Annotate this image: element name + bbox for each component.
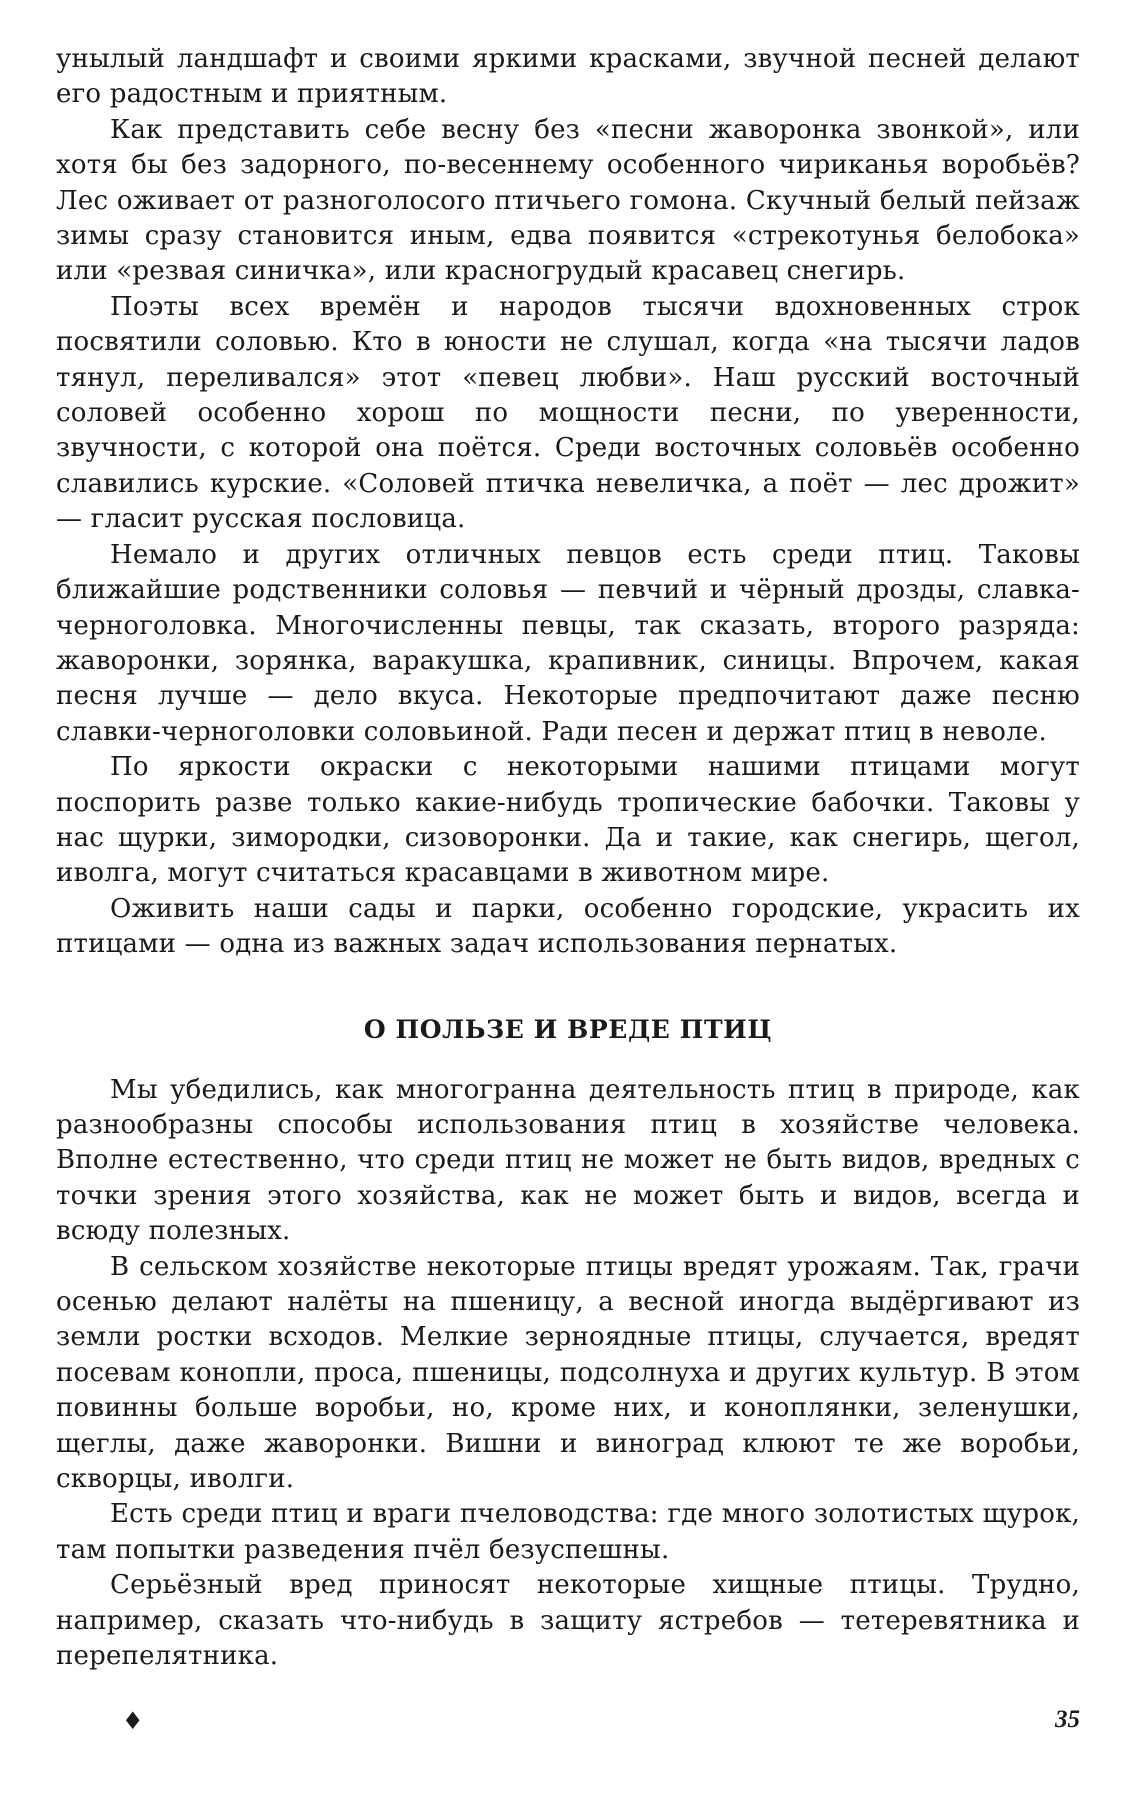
text-block-before-heading: [56, 42, 1080, 963]
paragraph: Мы убедились, как многогранна деятельность птиц в природе, как разнообразны способы использования птиц в хозяйстве человека. Вполне естественно, что среди птиц не может не быть видов, вредных с точки зрения этого хозяйства, как не может быть и видов, всегда и всюду полезных.: [56, 1074, 1080, 1247]
paragraph: Немало и других отличных певцов есть среди птиц. Таковы ближайшие родственники соловья — певчий и чёрный дрозды, славка-черноголовка. Многочисленны певцы, так сказать, второго разряда: жаворонки, зорянка, варакушка, крапивник, синицы. Впрочем, какая песня лучше — дело вкуса. Некоторые предпочитают даже песню славки-черноголовки соловьиной. Ради песен и держат птиц в неволе.: [56, 539, 1080, 747]
paragraph: В сельском хозяйстве некоторые птицы вредят урожаям. Так, грачи осенью делают налёты на пшеницу, а весной иногда выдёргивают из земли ростки всходов. Мелкие зерноядные птицы, случается, вредят посевам конопли, проса, пшеницы, подсолнуха и других культур. В этом повинны больше воробьи, но, кроме них, и коноплянки, зеленушки, щеглы, даже жаворонки. Вишни и виноград клюют те же воробьи, скворцы, иволги.: [56, 1251, 1080, 1495]
paragraph: унылый ландшафт и своими яркими красками, звучной песней делают его радостным и приятным.: [56, 44, 1080, 110]
printer-mark: ♦: [122, 1706, 144, 1735]
text-block-after-heading: [56, 1073, 1080, 1675]
paragraph: По яркости окраски с некоторыми нашими птицами могут поспорить разве только какие-нибудь тропические бабочки. Таковы у нас щурки, зимородки, сизоворонки. Да и такие, как снегирь, щегол, иволга, могут считаться красавцами в животном мире.: [56, 752, 1080, 889]
page-footer: [56, 1706, 1080, 1742]
paragraph: Поэты всех времён и народов тысячи вдохновенных строк посвятили соловью. Кто в юности не слушал, когда «на тысячи ладов тянул, переливался» этот «певец любви». Наш русский восточный соловей особенно хорош по мощности песни, по уверенности, звучности, с которой она поётся. Среди восточных соловьёв особенно славились курские. «Соловей птичка невеличка, а поёт — лес дрожит» — гласит русская пословица.: [56, 291, 1080, 535]
section-heading: О ПОЛЬЗЕ И ВРЕДЕ ПТИЦ: [363, 1014, 773, 1044]
paragraph: Как представить себе весну без «песни жаворонка звонкой», или хотя бы без задорного, по-весеннему особенного чириканья воробьёв? Лес оживает от разноголосого птичьего гомона. Скучный белый пейзаж зимы сразу становится иным, едва появится «стрекотунья белобока» или «резвая синичка», или красногрудый красавец снегирь.: [56, 114, 1080, 287]
paragraph: Есть среди птиц и враги пчеловодства: где много золотистых щурок, там попытки разведения пчёл безуспешны.: [56, 1499, 1080, 1565]
paragraph: Серьёзный вред приносят некоторые хищные птицы. Трудно, например, сказать что-нибудь в защиту ястребов — тетеревятника и перепелятника.: [56, 1570, 1080, 1672]
book-page: [56, 42, 1080, 1674]
page-number: 35: [1055, 1706, 1080, 1733]
paragraph: Оживить наши сады и парки, особенно городские, украсить их птицами — одна из важных задач использования пернатых.: [56, 893, 1080, 960]
